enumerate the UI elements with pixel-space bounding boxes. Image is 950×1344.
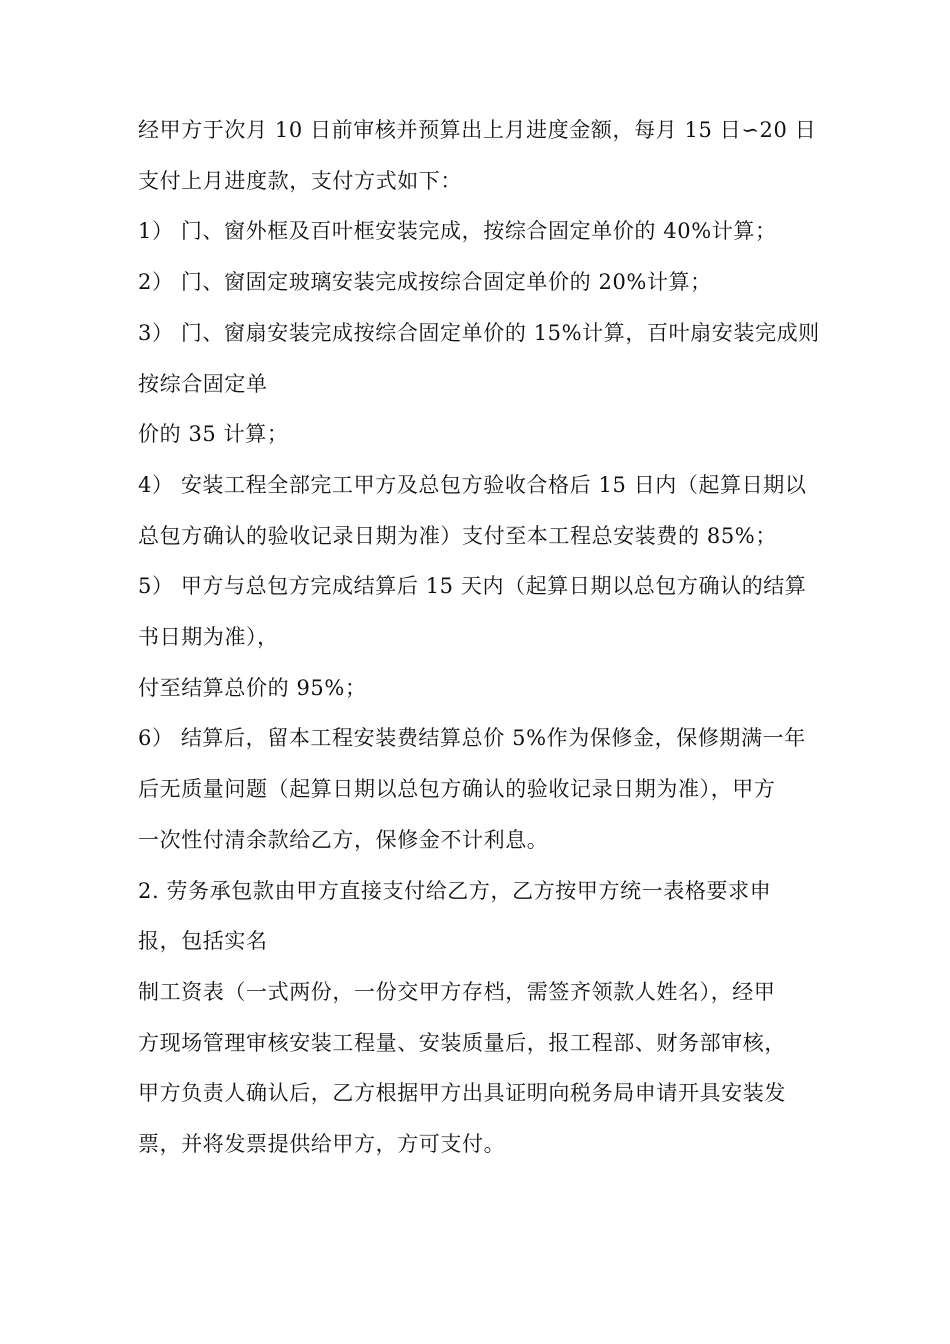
- text-line: 经甲方于次月 10 日前审核并预算出上月进度金额，每月 15 日∽20 日: [138, 118, 817, 142]
- text-line: 一次性付清余款给乙方，保修金不计利息。: [138, 827, 549, 852]
- text-line: 支付上月进度款，支付方式如下：: [138, 168, 462, 193]
- text-line: 制工资表（一式两份，一份交甲方存档，需签齐领款人姓名），经甲: [138, 979, 776, 1004]
- text-line: 3） 门、窗扇安装完成按综合固定单价的 15%计算，百叶扇安装完成则: [138, 320, 820, 345]
- text-line: 报，包括实名: [138, 929, 268, 954]
- text-line: 按综合固定单: [138, 371, 268, 396]
- text-line: 付至结算总价的 95%；: [138, 675, 367, 700]
- text-line: 甲方负责人确认后，乙方根据甲方出具证明向税务局申请开具安装发: [138, 1081, 786, 1106]
- text-line: 2） 门、窗固定玻璃安装完成按综合固定单价的 20%计算；: [138, 270, 712, 295]
- text-line: 1） 门、窗外框及百叶框安装完成，按综合固定单价的 40%计算；: [138, 219, 777, 244]
- text-line: 4） 安装工程全部完工甲方及总包方验收合格后 15 日内（起算日期以: [138, 472, 807, 497]
- text-line: 总包方确认的验收记录日期为准）支付至本工程总安装费的 85%；: [138, 523, 777, 548]
- text-line: 价的 35 计算；: [138, 422, 289, 447]
- text-line: 2. 劳务承包款由甲方直接支付给乙方，乙方按甲方统一表格要求申: [138, 878, 772, 903]
- text-line: 票，并将发票提供给甲方，方可支付。: [138, 1132, 506, 1157]
- text-line: 后无质量问题（起算日期以总包方确认的验收记录日期为准），甲方: [138, 777, 776, 802]
- text-line: 方现场管理审核安装工程量、安装质量后，报工程部、财务部审核，: [138, 1030, 786, 1055]
- document-body: [138, 105, 828, 1170]
- text-line: 6） 结算后，留本工程安装费结算总价 5%作为保修金，保修期满一年: [138, 726, 806, 751]
- text-line: 书日期为准），: [138, 625, 279, 650]
- text-line: 5） 甲方与总包方完成结算后 15 天内（起算日期以总包方确认的结算: [138, 574, 807, 599]
